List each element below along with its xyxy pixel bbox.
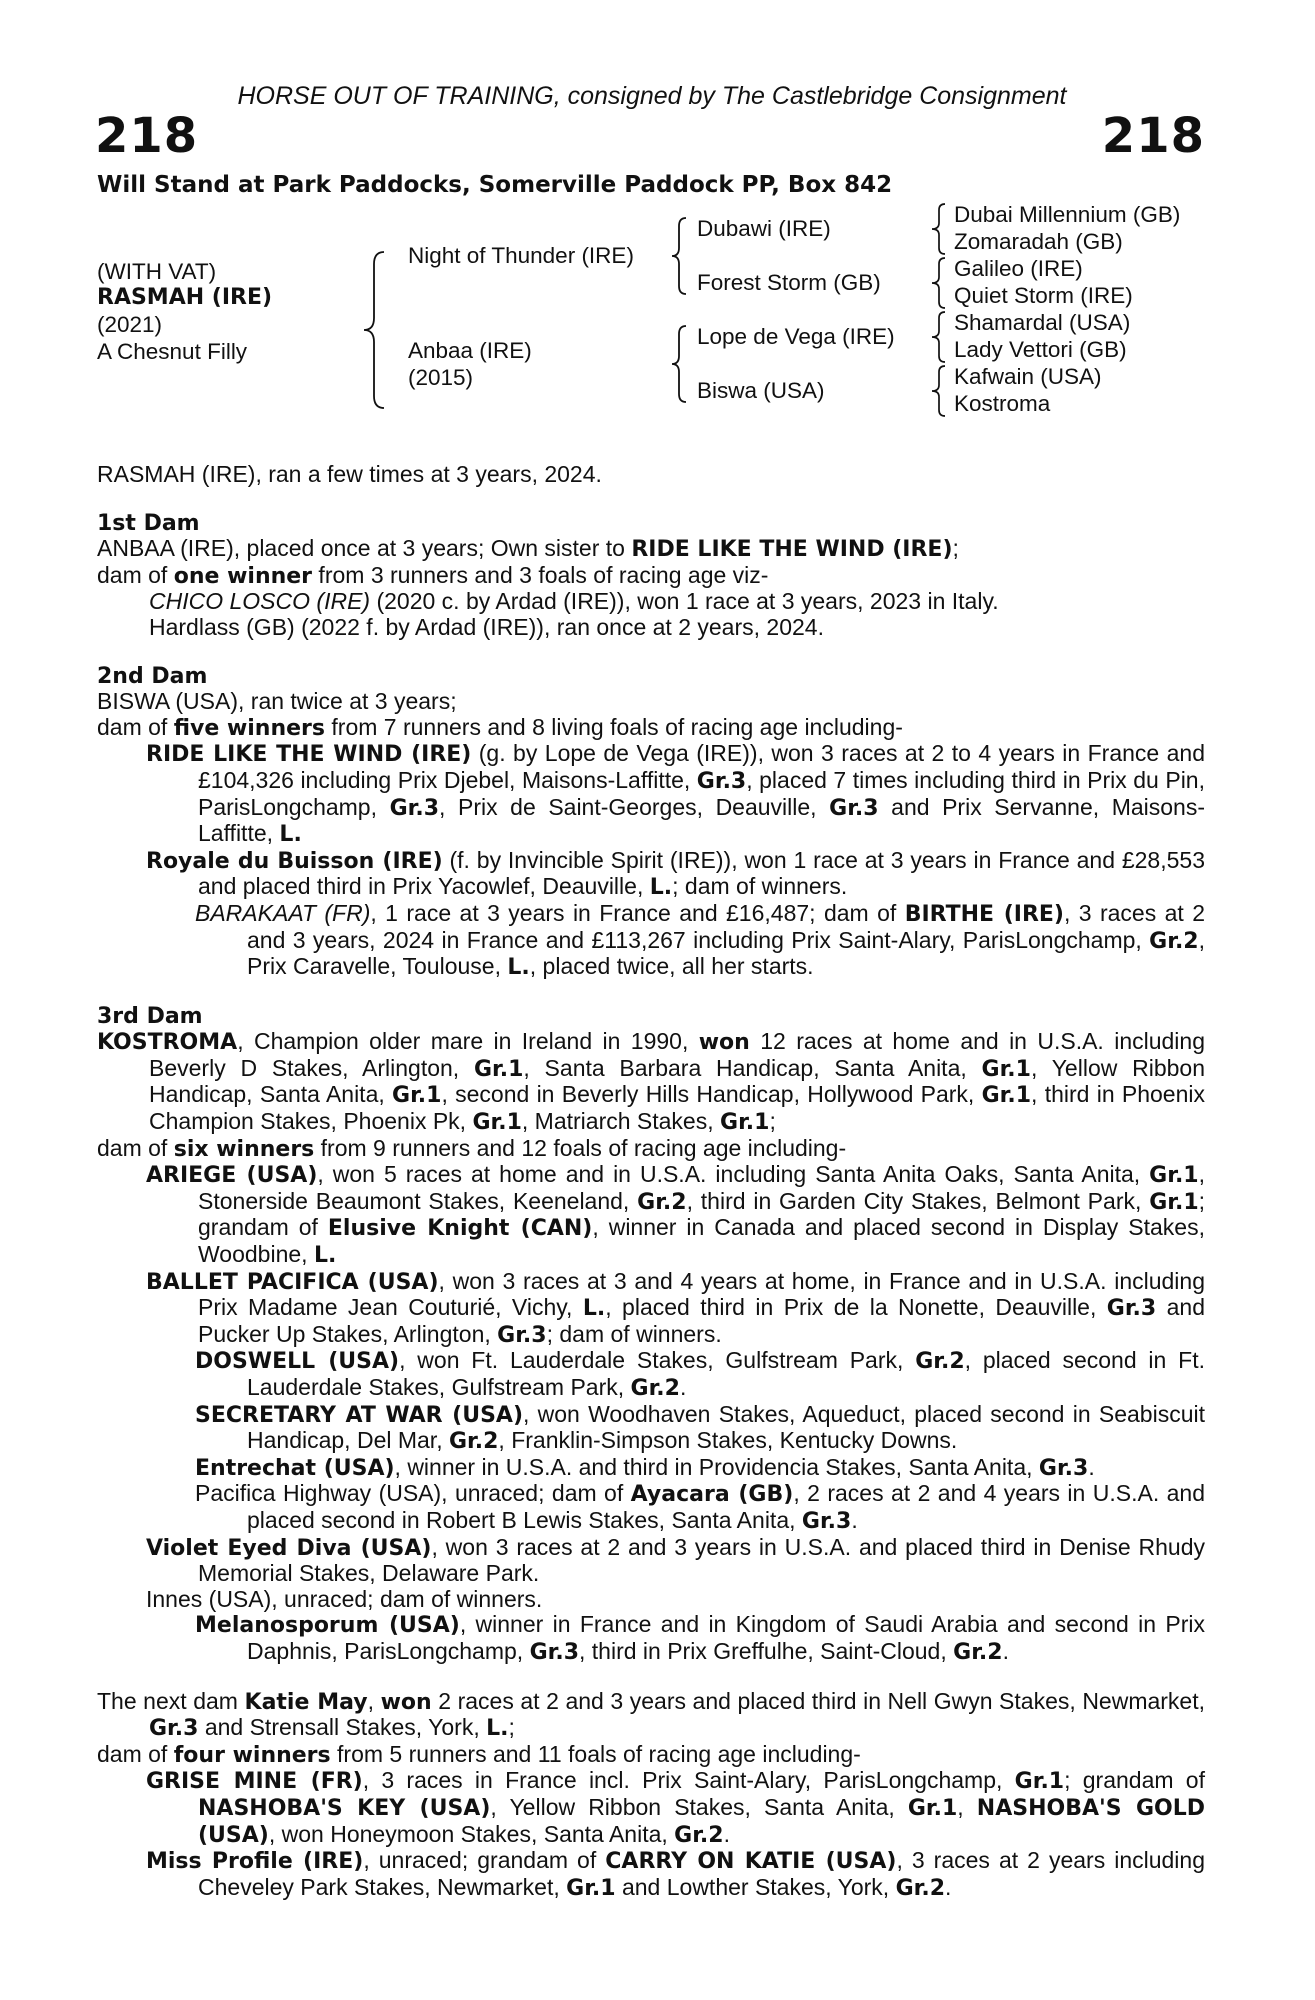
produce-entry: SECRETARY AT WAR (USA), won Woodhaven Stakes, Aqueduct, placed second in Seabiscuit Handicap, Del Mar, Gr.2, Franklin-Simpson Stakes, Kentucky Downs. (195, 1400, 1205, 1455)
vat-label: (WITH VAT) (97, 259, 217, 284)
sire-name: Night of Thunder (IRE) (408, 243, 634, 268)
brace-icon (930, 202, 948, 256)
dam-sire: Lope de Vega (IRE) (697, 324, 895, 349)
dam-dam-sire: Kafwain (USA) (954, 364, 1102, 389)
produce-entry: RIDE LIKE THE WIND (IRE) (g. by Lope de Vega (IRE)), won 3 races at 2 to 4 years in France and £104,326 including Prix Djebel, Maisons-Laffitte, Gr.3, placed 7 times including third in Prix du Pin, ParisLongchamp, Gr.3, Prix de Saint-Georges, Deauville, Gr.3 and Prix Servanne, Maisons-Laffitte, L. (146, 740, 1205, 848)
third-dam-heading: 3rd Dam (97, 1003, 203, 1029)
produce-entry: Pacifica Highway (USA), unraced; dam of Ayacara (GB), 2 races at 2 and 4 years in U.S.A. and placed second in Robert B Lewis Stakes, Santa Anita, Gr.3. (195, 1480, 1206, 1534)
produce-entry: ARIEGE (USA), won 5 races at home and in U.S.A. including Santa Anita Oaks, Santa Anita, Gr.1, Stonerside Beaumont Stakes, Keeneland, Gr.2, third in Garden City Stakes, Belmont Park, Gr.1; grandam of Elusive Knight (CAN), winner in Canada and placed second in Display Stakes, Woodbine, L. (146, 1161, 1206, 1269)
dam-dam-dam: Kostroma (954, 391, 1051, 416)
first-dam-heading: 1st Dam (97, 510, 200, 536)
third-dam-line: KOSTROMA, Champion older mare in Ireland in 1990, won 12 races at home and in U.S.A. including Beverly D Stakes, Arlington, Gr.1, Santa Barbara Handicap, Santa Anita, Gr.1, Yellow Ribbon Handicap, Santa Anita, Gr.1, second in Beverly Hills Handicap, Hollywood Park, Gr.1, third in Phoenix Champion Stakes, Phoenix Pk, Gr.1, Matriarch Stakes, Gr.1; (97, 1028, 1205, 1136)
dam-sire-dam: Lady Vettori (GB) (954, 337, 1127, 362)
horse-summary: RASMAH (IRE), ran a few times at 3 years, 2024. (97, 461, 602, 487)
second-dam-produce: dam of five winners from 7 runners and 8 living foals of racing age including- (97, 713, 903, 741)
first-dam-produce: dam of one winner from 3 runners and 3 foals of racing age viz- (97, 561, 769, 589)
produce-entry: Miss Profile (IRE), unraced; grandam of CARRY ON KATIE (USA), 3 races at 2 years including Cheveley Park Stakes, Newmarket, Gr.1 and Lowther Stakes, York, Gr.2. (146, 1847, 1206, 1901)
sire-sire-dam: Zomaradah (GB) (954, 229, 1123, 254)
lot-number-right: 218 (1101, 108, 1205, 164)
sire-sire-sire: Dubai Millennium (GB) (954, 202, 1181, 227)
dam-dam: Biswa (USA) (697, 378, 825, 403)
foal-entry: Hardlass (GB) (2022 f. by Ardad (IRE)), ran once at 2 years, 2024. (149, 613, 824, 640)
produce-entry: Royale du Buisson (IRE) (f. by Invincible Spirit (IRE)), won 1 race at 3 years in France and £28,553 and placed third in Prix Yacowlef, Deauville, L.; dam of winners. (146, 846, 1205, 901)
produce-entry: BALLET PACIFICA (USA), won 3 races at 3 and 4 years at home, in France and in U.S.A. including Prix Madame Jean Couturié, Vichy, L., placed third in Prix de la Nonette, Deauville, Gr.3 and Pucker Up Stakes, Arlington, Gr.3; dam of winners. (146, 1267, 1206, 1348)
sire-sire: Dubawi (IRE) (697, 216, 831, 241)
catalogue-body (97, 462, 1205, 1901)
sire-dam-sire: Galileo (IRE) (954, 256, 1083, 281)
produce-entry: DOSWELL (USA), won Ft. Lauderdale Stakes, Gulfstream Park, Gr.2, placed second in Ft. Lauderdale Stakes, Gulfstream Park, Gr.2. (195, 1347, 1205, 1401)
horse-name: RASMAH (IRE) (97, 285, 273, 310)
brace-icon (670, 324, 690, 404)
brace-icon (362, 250, 388, 410)
sire-dam: Forest Storm (GB) (697, 270, 881, 295)
produce-entry: GRISE MINE (FR), 3 races in France incl. Prix Saint-Alary, ParisLongchamp, Gr.1; grandam of NASHOBA'S KEY (USA), Yellow Ribbon Stakes, Santa Anita, Gr.1, NASHOBA'S GOLD (USA), won Honeymoon Stakes, Santa Anita, Gr.2. (146, 1767, 1205, 1848)
brace-icon (930, 364, 948, 418)
foal-entry: CHICO LOSCO (IRE) (2020 c. by Ardad (IRE)), won 1 race at 3 years, 2023 in Italy. (149, 588, 999, 615)
second-dam-line: BISWA (USA), ran twice at 3 years; (97, 688, 457, 715)
brace-icon (930, 310, 948, 364)
dam-year: (2015) (408, 365, 474, 390)
horse-description: A Chesnut Filly (97, 339, 248, 364)
next-dam-produce: dam of four winners from 5 runners and 11 foals of racing age including- (97, 1740, 861, 1768)
produce-entry: Innes (USA), unraced; dam of winners. (146, 1585, 543, 1612)
next-dam-line: The next dam Katie May, won 2 races at 2 and 3 years and placed third in Nell Gwyn Stakes, Newmarket, Gr.3 and Strensall Stakes, York, L.; (97, 1687, 1206, 1742)
produce-entry: Violet Eyed Diva (USA), won 3 races at 2 and 3 years in U.S.A. and placed third in Denise Rhudy Memorial Stakes, Delaware Park. (146, 1533, 1205, 1587)
first-dam-line: ANBAA (IRE), placed once at 3 years; Own sister to RIDE LIKE THE WIND (IRE); (97, 535, 959, 563)
third-dam-produce: dam of six winners from 9 runners and 12 foals of racing age including- (97, 1134, 847, 1162)
consignment-header: HORSE OUT OF TRAINING, consigned by The Castlebridge Consignment (237, 82, 1067, 110)
sire-dam-dam: Quiet Storm (IRE) (954, 283, 1133, 308)
stand-location: Will Stand at Park Paddocks, Somerville Paddock PP, Box 842 (97, 172, 893, 198)
produce-entry: BARAKAAT (FR), 1 race at 3 years in France and £16,487; dam of BIRTHE (IRE), 3 races at 2 and 3 years, 2024 in France and £113,267 including Prix Saint-Alary, ParisLongchamp, Gr.2, Prix Caravelle, Toulouse, L., placed twice, all her starts. (195, 899, 1205, 981)
produce-entry: Melanosporum (USA), winner in France and in Kingdom of Saudi Arabia and second in Prix Daphnis, ParisLongchamp, Gr.3, third in Prix Greffulhe, Saint-Cloud, Gr.2. (195, 1611, 1205, 1665)
dam-name: Anbaa (IRE) (408, 338, 532, 363)
brace-icon (930, 256, 948, 310)
second-dam-heading: 2nd Dam (97, 663, 208, 689)
produce-entry: Entrechat (USA), winner in U.S.A. and third in Providencia Stakes, Santa Anita, Gr.3. (195, 1453, 1095, 1481)
horse-year: (2021) (97, 312, 163, 337)
lot-number-left: 218 (95, 108, 199, 164)
brace-icon (670, 216, 690, 296)
dam-sire-sire: Shamardal (USA) (954, 310, 1131, 335)
